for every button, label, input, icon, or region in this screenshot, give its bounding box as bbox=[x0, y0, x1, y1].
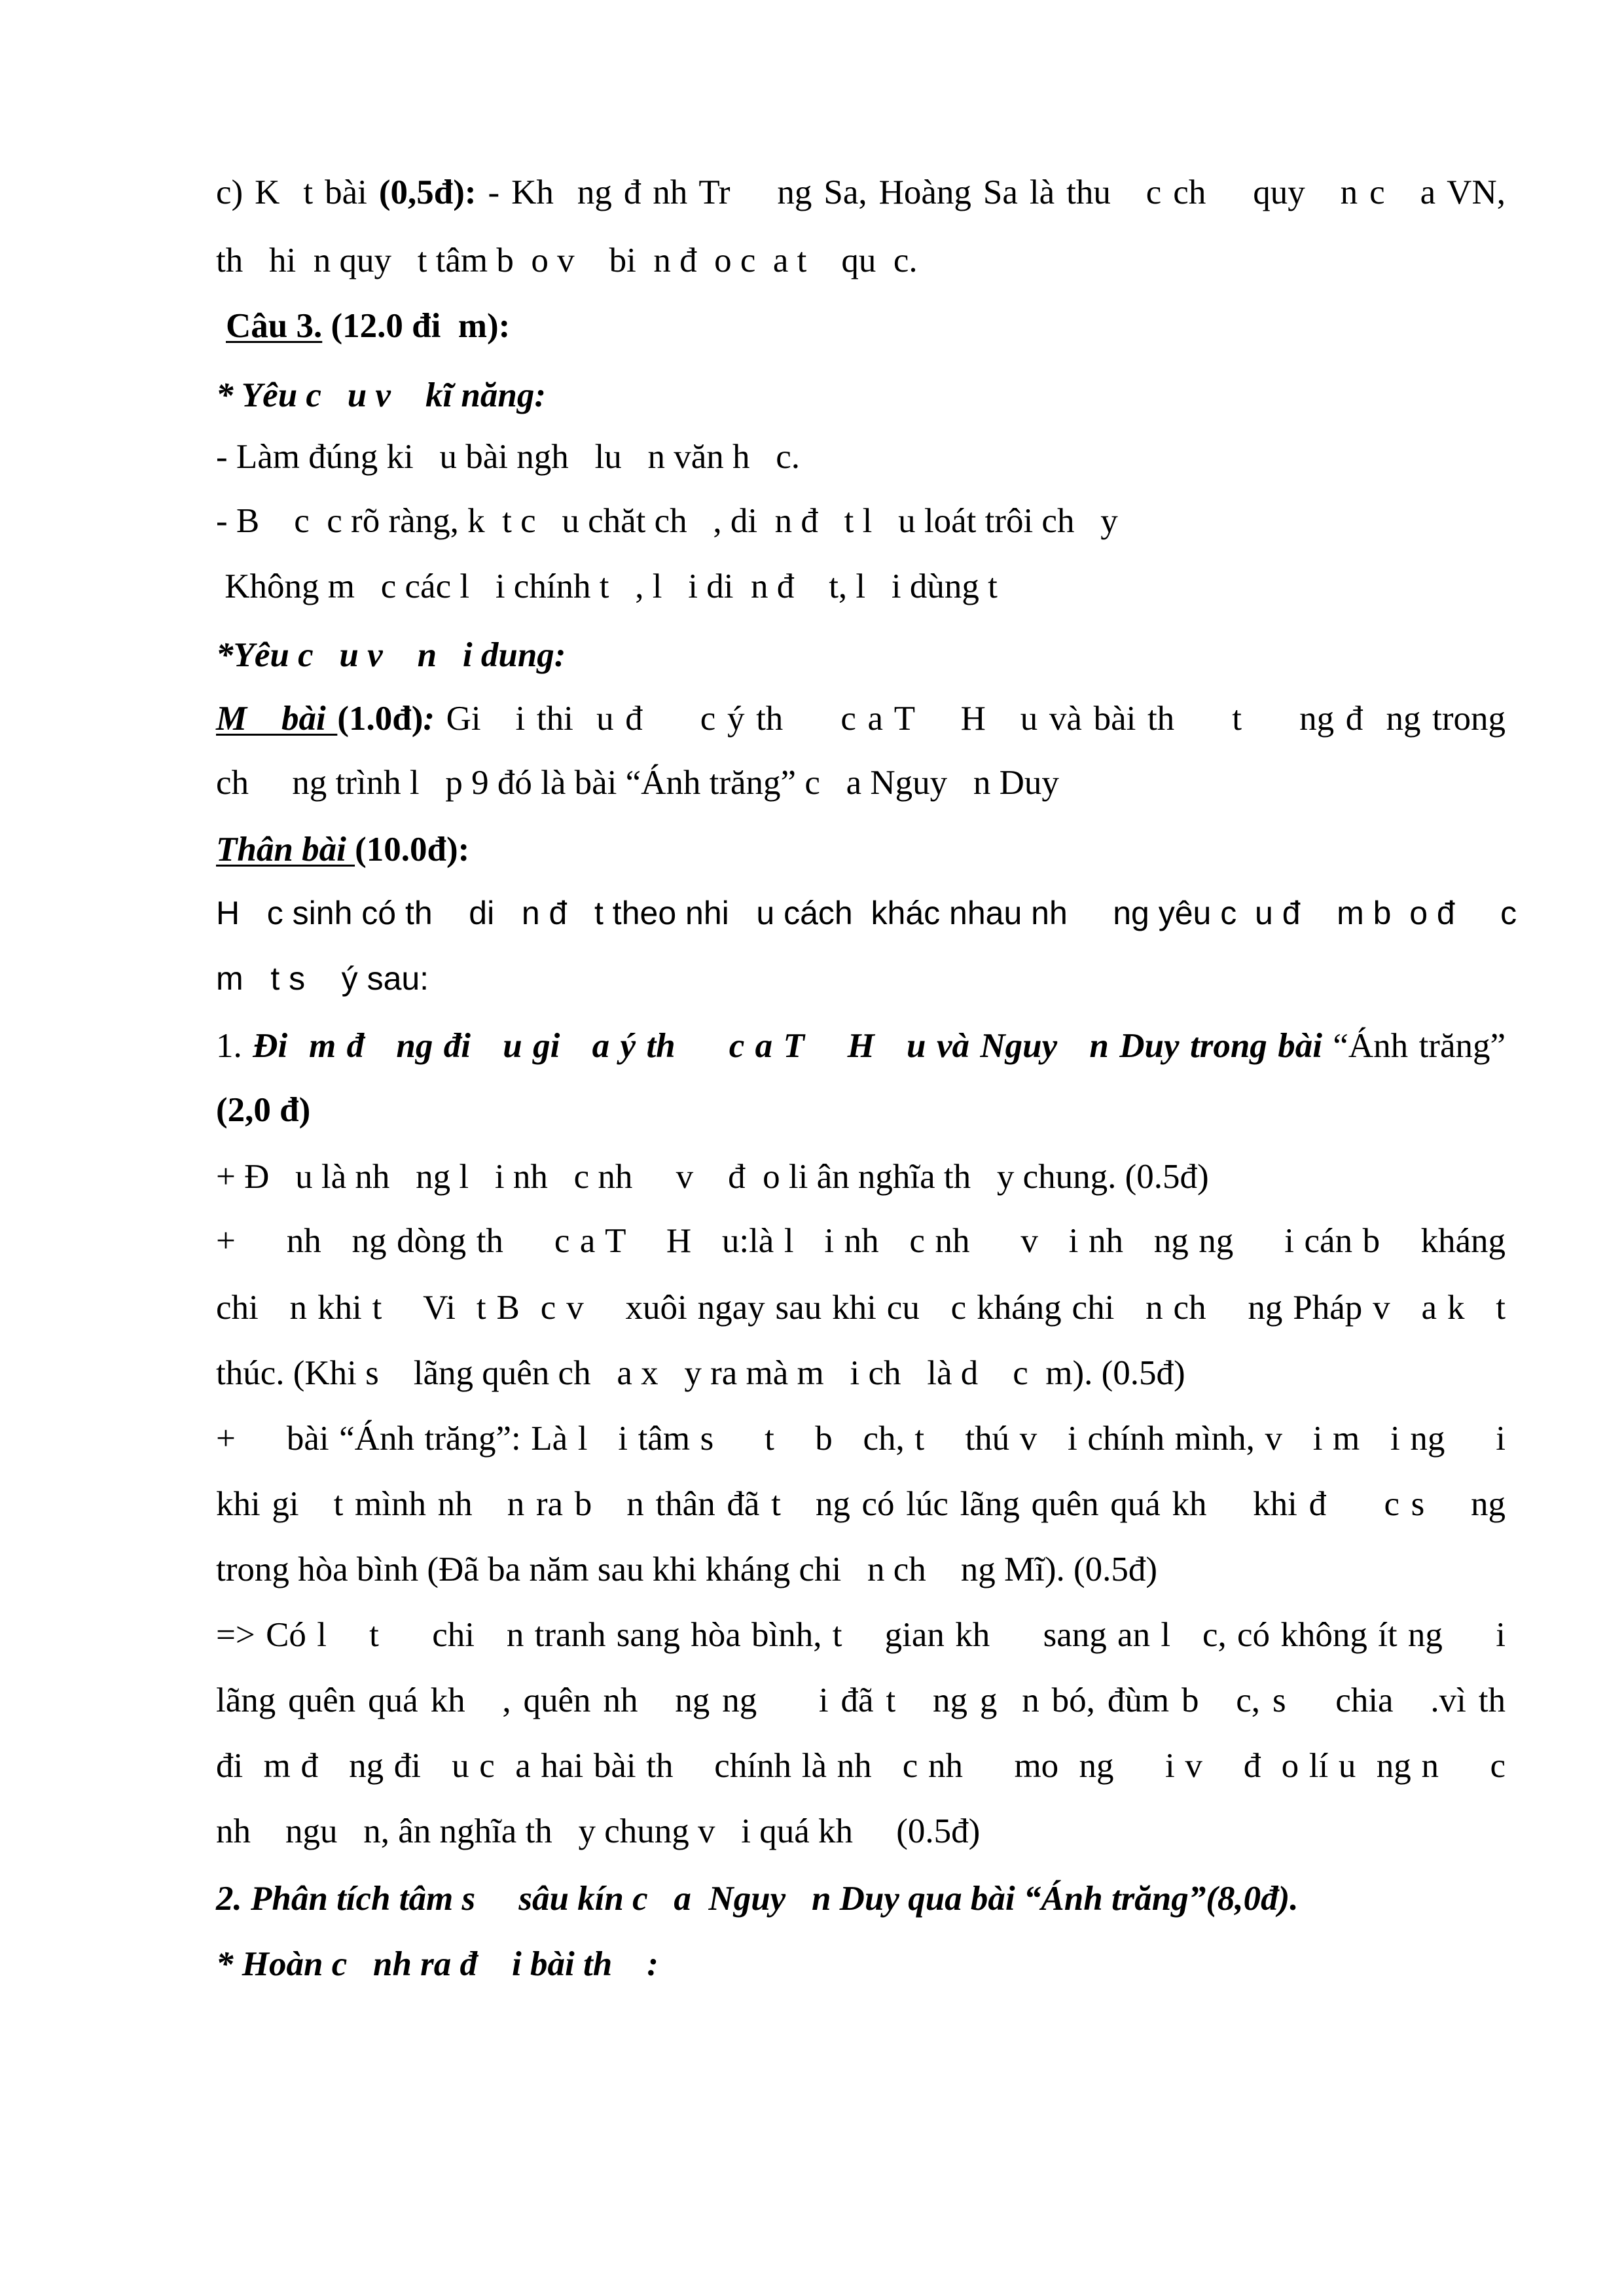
paragraph-line: m t s ý sau: bbox=[216, 960, 429, 997]
bold-italic-text-run: Đi m đ ng đi u gi a ý th c a T H u và Nguy n Duy trong bài bbox=[253, 1027, 1333, 1065]
bold-text-run: : bbox=[423, 700, 446, 738]
section-label: Thân bài bbox=[216, 831, 355, 869]
bold-text-run: (1.0đ) bbox=[337, 700, 424, 738]
paragraph-line: + Đ u là nh ng l i nh c nh v đ o li ân nghĩa th y chung. (0.5đ) bbox=[216, 1158, 1209, 1196]
paragraph-line: chi n khi t Vi t B c v xuôi ngay sau khi cu c kháng chi n ch ng Pháp v a k t bbox=[216, 1289, 1506, 1327]
paragraph-line bbox=[216, 702, 1506, 736]
section-label: M bài bbox=[216, 700, 338, 738]
paragraph-line: (2,0 đ) bbox=[216, 1091, 311, 1129]
paragraph-line: nh ngu n, ân nghĩa th y chung v i quá kh (0.5đ) bbox=[216, 1812, 981, 1850]
text-run: - Kh ng đ nh Tr ng Sa, Hoàng Sa là thu c ch quy n c a VN, bbox=[488, 173, 1506, 211]
paragraph-line: Không m c các l i chính t , l i di n đ t, l i dùng t bbox=[216, 567, 998, 605]
subheading: * Yêu c u v kĩ năng: bbox=[216, 376, 547, 414]
paragraph-line: ch ng trình l p 9 đó là bài “Ánh trăng” c a Nguy n Duy bbox=[216, 764, 1059, 802]
section-line bbox=[216, 833, 1506, 867]
text-run: Gi i thi u đ c ý th c a T H u và bài th t ng đ ng trong bbox=[446, 700, 1506, 738]
section-points: (12.0 đi m): bbox=[322, 307, 511, 345]
paragraph-line: lãng quên quá kh , quên nh ng ng i đã t ng g n bó, đùm b c, s chia .vì th bbox=[216, 1681, 1506, 1719]
bold-text-run: (10.0đ): bbox=[355, 831, 470, 869]
paragraph-line: + bài “Ánh trăng”: Là l i tâm s t b ch, t thú v i chính mình, v i m i ng i bbox=[216, 1420, 1506, 1458]
paragraph-line bbox=[216, 1029, 1506, 1064]
paragraph-line: H c sinh có th di n đ t theo nhi u cách khác nhau nh ng yêu c u đ m b o đ c bbox=[216, 895, 1517, 931]
subheading: * Hoàn c nh ra đ i bài th : bbox=[216, 1945, 659, 1983]
paragraph-line: th hi n quy t tâm b o v bi n đ o c a t qu c. bbox=[216, 242, 918, 279]
section-title: Câu 3. bbox=[226, 307, 323, 345]
text-run: 1. bbox=[216, 1027, 253, 1065]
text-run: “Ánh trăng” bbox=[1333, 1027, 1506, 1065]
paragraph-line: - Làm đúng ki u bài ngh lu n văn h c. bbox=[216, 438, 801, 476]
paragraph-line: khi gi t mình nh n ra b n thân đã t ng có lúc lãng quên quá kh khi đ c s ng bbox=[216, 1485, 1506, 1523]
paragraph-line: thúc. (Khi s lãng quên ch a x y ra mà m i ch là d c m). (0.5đ) bbox=[216, 1354, 1185, 1392]
paragraph-line: + nh ng dòng th c a T H u:là l i nh c nh v i nh ng ng i cán b kháng bbox=[216, 1222, 1506, 1260]
paragraph-line: trong hòa bình (Đã ba năm sau khi kháng chi n ch ng Mĩ). (0.5đ) bbox=[216, 1551, 1158, 1588]
paragraph-line bbox=[216, 175, 1506, 210]
text-run: c) K t bài bbox=[216, 173, 379, 211]
paragraph-line: - B c c rõ ràng, k t c u chăt ch , di n đ t l u loát trôi ch y bbox=[216, 502, 1118, 540]
subheading: *Yêu c u v n i dung: bbox=[216, 636, 566, 674]
paragraph-line: đi m đ ng đi u c a hai bài th chính là nh c nh mo ng i v đ o lí u ng n c bbox=[216, 1747, 1506, 1785]
subheading: 2. Phân tích tâm s sâu kín c a Nguy n Duy qua bài “Ánh trăng”(8,0đ). bbox=[216, 1880, 1299, 1918]
section-heading bbox=[226, 309, 1515, 344]
bold-text-run: (0,5đ): bbox=[378, 173, 488, 211]
paragraph-line: => Có l t chi n tranh sang hòa bình, t gian kh sang an l c, có không ít ng i bbox=[216, 1616, 1506, 1654]
